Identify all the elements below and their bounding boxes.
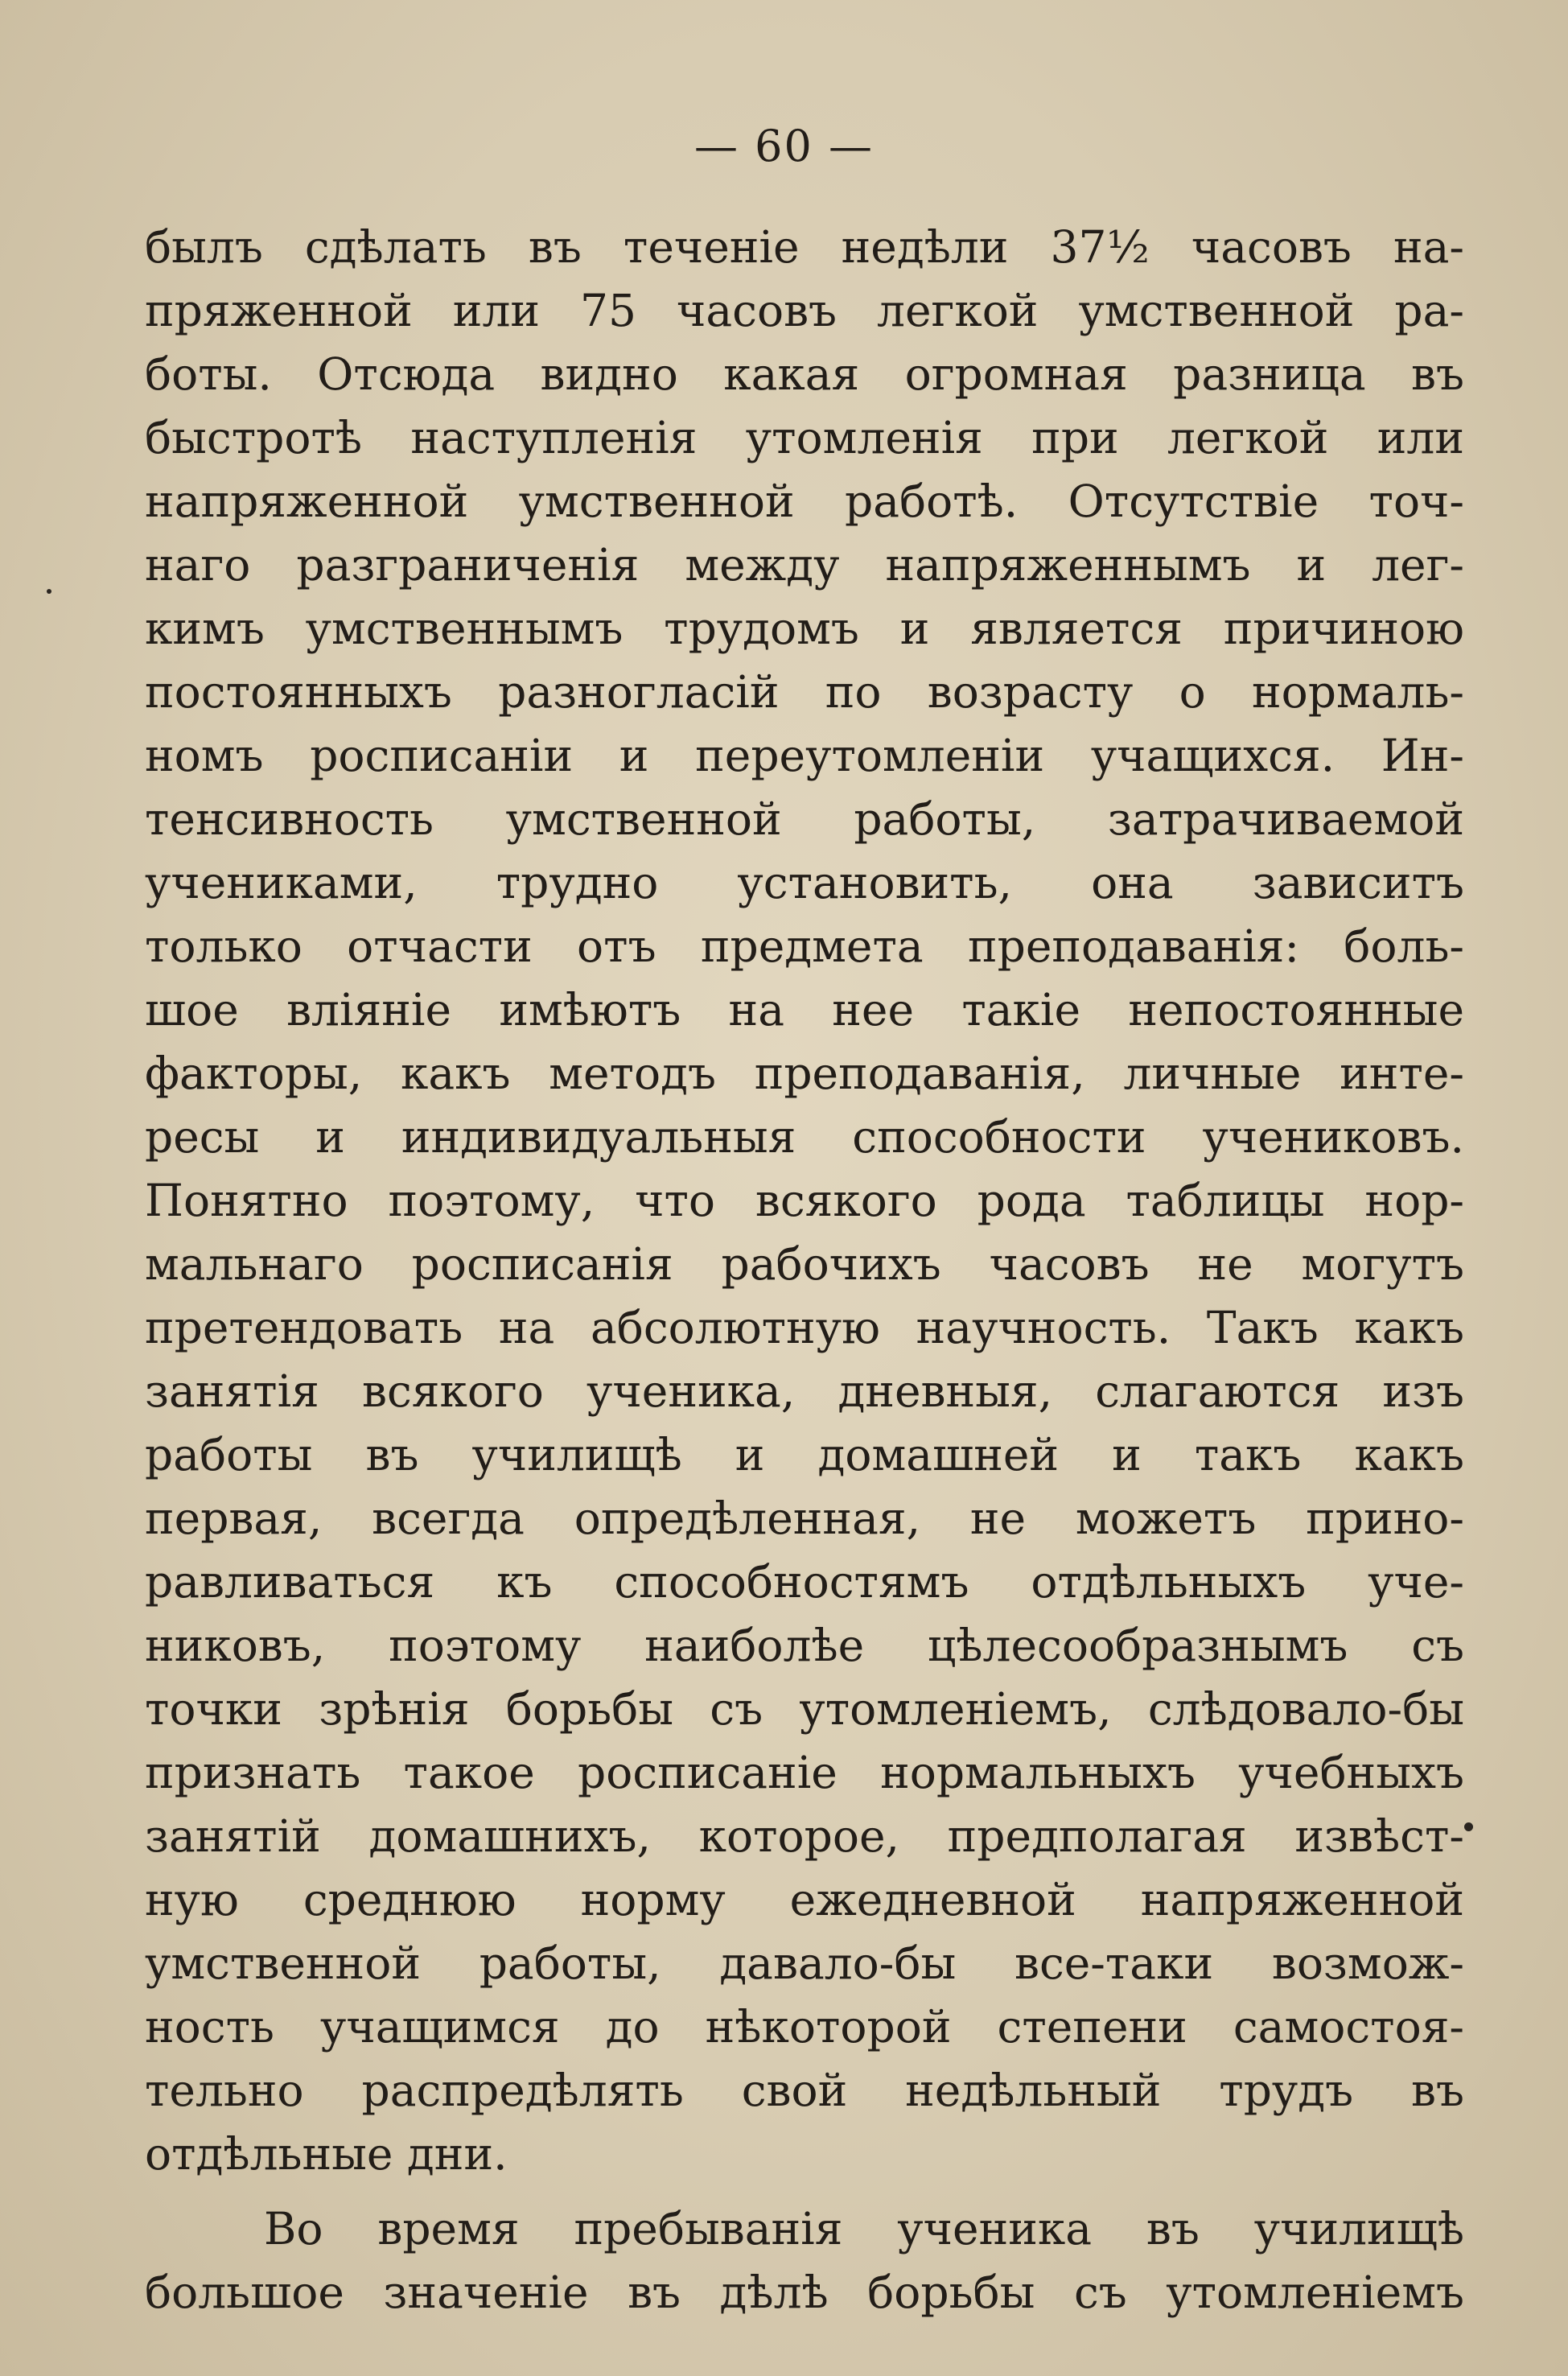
paragraph-1 [145, 216, 1464, 2186]
text-line: пряженной или 75 часовъ легкой умственной ра- [145, 285, 1464, 336]
text-line: боты. Отсюда видно какая огромная разница въ [145, 348, 1464, 400]
page-body [145, 216, 1464, 2325]
text-line: былъ сдѣлать въ теченіе недѣли 37½ часовъ на- [145, 221, 1464, 273]
text-line: факторы, какъ методъ преподаванія, личные инте- [145, 1048, 1464, 1099]
text-line: точки зрѣнія борьбы съ утомленіемъ, слѣдовало-бы [145, 1683, 1464, 1735]
text-line: отдѣльные дни. [145, 2128, 508, 2180]
text-line: постоянныхъ разногласій по возрасту о нормаль- [145, 666, 1464, 718]
ink-speck [1464, 1822, 1473, 1831]
text-line: быстротѣ наступленія утомленія при легкой или [145, 412, 1464, 463]
paragraph-gap [145, 2186, 1464, 2197]
text-line: равливаться къ способностямъ отдѣльныхъ уче- [145, 1556, 1464, 1608]
text-line: тенсивность умственной работы, затрачиваемой [145, 793, 1464, 845]
text-line: мальнаго росписанія рабочихъ часовъ не могутъ [145, 1238, 1464, 1290]
text-line: Понятно поэтому, что всякого рода таблицы нор- [145, 1175, 1464, 1226]
text-line: номъ росписаніи и переутомленіи учащихся. Ин- [145, 730, 1464, 781]
text-line: наго разграниченія между напряженнымъ и лег- [145, 539, 1464, 591]
ink-speck [47, 589, 51, 594]
text-line: напряженной умственной работѣ. Отсутствіе точ- [145, 476, 1464, 527]
text-line: шое вліяніе имѣютъ на нее такіе непостоянные [145, 984, 1464, 1036]
text-line: занятія всякого ученика, дневныя, слагаются изъ [145, 1365, 1464, 1417]
text-line: претендовать на абсолютную научность. Такъ какъ [145, 1302, 1464, 1353]
text-line: ресы и индивидуальныя способности учениковъ. [145, 1111, 1464, 1163]
text-line: работы въ училищѣ и домашней и такъ какъ [145, 1429, 1464, 1480]
text-line: признать такое росписаніе нормальныхъ учебныхъ [145, 1747, 1464, 1798]
text-line: только отчасти отъ предмета преподаванія: боль- [145, 920, 1464, 972]
text-line: умственной работы, давало-бы все-таки возмож- [145, 1937, 1464, 1989]
text-line: тельно распредѣлять свой недѣльный трудъ въ [145, 2065, 1464, 2116]
text-line: Во время пребыванія ученика въ училищѣ [264, 2203, 1464, 2255]
text-line: первая, всегда опредѣленная, не можетъ прино- [145, 1493, 1464, 1544]
text-line: большое значеніе въ дѣлѣ борьбы съ утомленіемъ [145, 2267, 1464, 2318]
text-line: занятій домашнихъ, которое, предполагая извѣст- [145, 1810, 1464, 1862]
text-line: учениками, трудно установить, она зависитъ [145, 857, 1464, 908]
text-line: ную среднюю норму ежедневной напряженной [145, 1874, 1464, 1925]
text-line: кимъ умственнымъ трудомъ и является причиною [145, 603, 1464, 654]
text-line: ность учащимся до нѣкоторой степени самостоя- [145, 2001, 1464, 2053]
text-line: никовъ, поэтому наиболѣе цѣлесообразнымъ съ [145, 1620, 1464, 1671]
page-number: — 60 — [693, 121, 875, 171]
paragraph-2 [145, 2197, 1464, 2325]
